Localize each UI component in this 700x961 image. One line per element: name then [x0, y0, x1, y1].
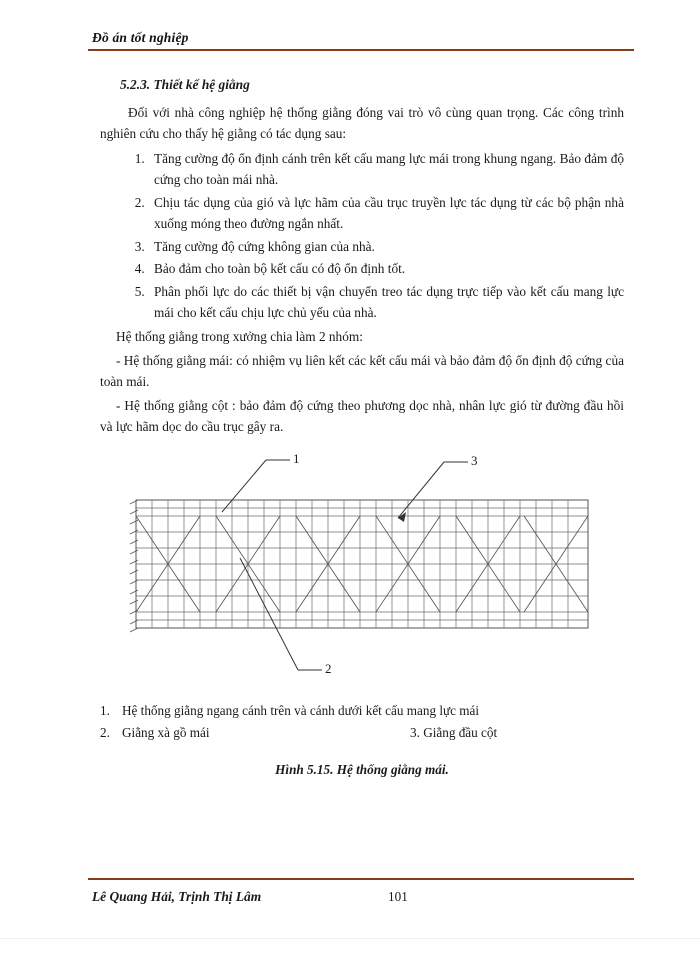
callout-label-1: 1 [293, 451, 300, 466]
footer-rule [88, 878, 634, 884]
after-list-paragraph: Hệ thống giằng trong xưởng chia làm 2 nhóm: [116, 329, 363, 345]
figure-title: Hình 5.15. Hệ thống giằng mái. [275, 762, 449, 777]
section-heading: 5.2.3. Thiết kế hệ giằng [120, 77, 250, 92]
legend-right [410, 722, 497, 744]
callout-label-2: 2 [325, 661, 332, 676]
legend-text-right: Giằng đầu cột [423, 725, 498, 741]
page-number: 101 [388, 889, 408, 904]
list-item: 1. Tăng cường độ ổn định cánh trên kết cấu mang lực mái trong khung ngang. Bảo đảm độ cứng cho toàn mái nhà. [148, 148, 624, 191]
list-item: 3. Tăng cường độ cứng không gian của nhà. [148, 236, 624, 258]
bullet-column-bracing: - Hệ thống giằng cột : bảo đảm độ cứng theo phương dọc nhà, nhân lực gió từ đường đầu hồi và lực hãm dọc do cầu trục gây ra. [100, 397, 624, 435]
page-bottom-edge [0, 938, 700, 961]
page-content [100, 74, 624, 440]
list-item: 2. Chịu tác dụng của gió và lực hãm của cầu trục truyền lực tác dụng từ các bộ phận nhà xuống móng theo đường ngắn nhất. [148, 192, 624, 235]
legend-number: 1. [100, 703, 110, 718]
header-title: Đồ án tốt nghiệp [92, 30, 189, 45]
section-intro-paragraph: Đối với nhà công nghiệp hệ thống giằng đóng vai trò vô cùng quan trọng. Các công trình nghiên cứu cho thấy hệ giằng có tác dụng sau: [100, 104, 624, 142]
legend-row [100, 722, 624, 744]
page-header [88, 30, 634, 55]
advantages-list [100, 148, 624, 324]
footer-rule-left [88, 878, 370, 880]
legend-number-right: 3. [410, 725, 420, 741]
callout-label-3: 3 [471, 453, 478, 468]
figure-legend [100, 700, 624, 745]
header-rule-left [88, 49, 370, 51]
legend-text: Giằng xà gồ mái [122, 725, 210, 741]
header-rule [88, 49, 634, 55]
list-item: 5. Phân phối lực do các thiết bị vận chuyển treo tác dụng trực tiếp vào kết cấu mang lực mái cho kết cấu chịu lực chủ yếu của nhà. [148, 281, 624, 324]
footer-rule-right [370, 878, 634, 880]
legend-number: 2. [100, 725, 110, 741]
footer-row [88, 889, 634, 909]
list-item: 4. Bảo đảm cho toàn bộ kết cấu có độ ổn định tốt. [148, 258, 624, 280]
header-rule-right [370, 49, 634, 51]
bullet-roof-bracing: - Hệ thống giằng mái: có nhiệm vụ liên kết các kết cấu mái và bảo đảm độ ổn định độ cứng của toàn mái. [100, 352, 624, 390]
footer-authors: Lê Quang Hải, Trịnh Thị Lâm [92, 889, 262, 904]
legend-row [100, 700, 624, 722]
legend-text: Hệ thống giằng ngang cánh trên và cánh dưới kết cấu mang lực mái [122, 703, 480, 718]
figure-roof-bracing-diagram [100, 440, 624, 710]
page-footer [88, 878, 634, 909]
